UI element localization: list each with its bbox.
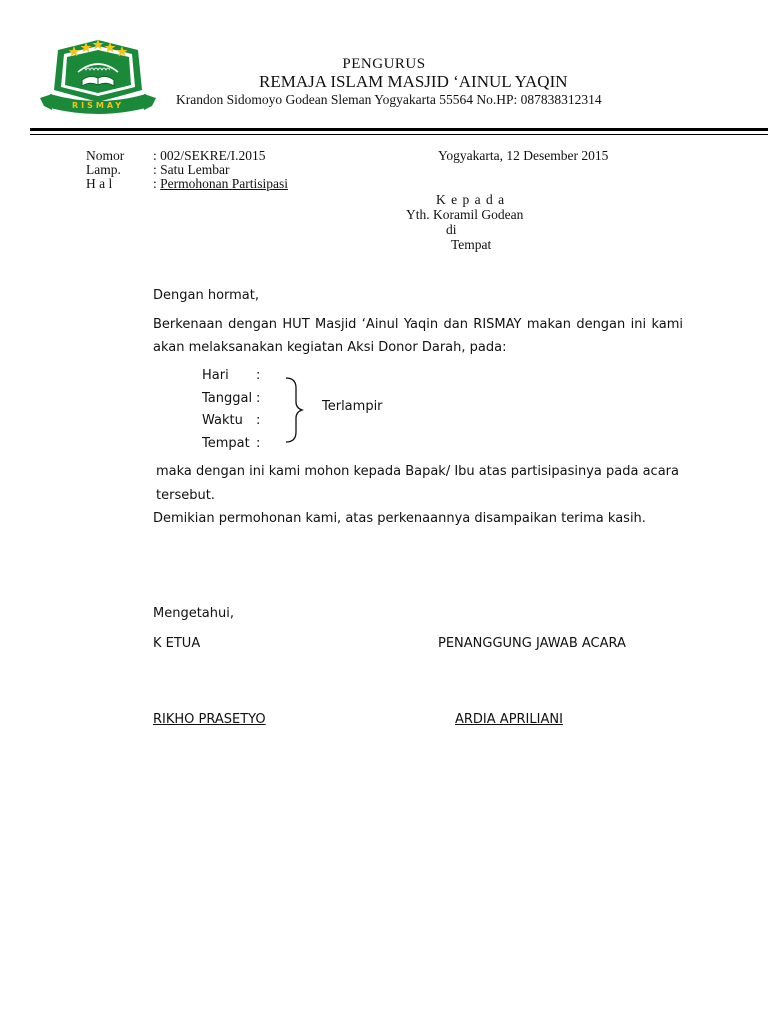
header-divider-thin [30, 134, 768, 135]
detail-tempat-label: Tempat [202, 436, 250, 451]
place-date: Yogyakarta, 12 Desember 2015 [438, 148, 609, 163]
hal-value-line [153, 176, 288, 192]
hal-label: H a l [86, 176, 113, 191]
hal-colon: : [153, 176, 161, 191]
greeting: Dengan hormat, [153, 288, 260, 303]
lamp-value: : Satu Lembar [153, 162, 230, 177]
org-heading: PENGURUS [342, 56, 426, 72]
paragraph-2-line-1: maka dengan ini kami mohon kepada Bapak/ Ibu atas partisipasinya pada acara [156, 464, 679, 479]
signature-right-name: ARDIA APRILIANI [455, 712, 563, 727]
rismay-logo [38, 36, 158, 116]
signature-left-name: RIKHO PRASETYO [153, 712, 266, 727]
org-name: REMAJA ISLAM MASJID ‘AINUL YAQIN [259, 72, 568, 91]
paragraph-1-line-2: akan melaksanakan kegiatan Aksi Donor Darah, pada: [153, 340, 507, 355]
detail-terlampir: Terlampir [322, 399, 383, 414]
curly-brace [282, 376, 312, 444]
svg-text:RISMAY: RISMAY [71, 101, 125, 110]
recipient-di: di [446, 222, 457, 237]
detail-tanggal-label: Tanggal [202, 391, 253, 406]
recipient-place: Tempat [451, 237, 492, 252]
signature-right-title: PENANGGUNG JAWAB ACARA [438, 636, 626, 651]
detail-tanggal-colon: : [256, 391, 261, 406]
hal-value: Permohonan Partisipasi [160, 176, 289, 191]
nomor-label: Nomor [86, 148, 125, 163]
detail-waktu-label: Waktu [202, 413, 243, 428]
signature-left-title: K ETUA [153, 636, 201, 651]
paragraph-1-line-1: Berkenaan dengan HUT Masjid ‘Ainul Yaqin dan RISMAY makan dengan ini kami [153, 317, 683, 332]
recipient-name: Yth. Koramil Godean [406, 207, 524, 222]
detail-hari-label: Hari [202, 368, 229, 383]
paragraph-2-line-2: tersebut. [156, 488, 215, 503]
detail-waktu-colon: : [256, 413, 261, 428]
detail-tempat-colon: : [256, 436, 261, 451]
org-address: Krandon Sidomoyo Godean Sleman Yogyakarta 55564 No.HP: 087838312314 [176, 92, 602, 107]
closing-sentence: Demikian permohonan kami, atas perkenaannya disampaikan terima kasih. [153, 511, 646, 526]
recipient-kepada: K e p a d a [436, 192, 506, 207]
header-divider-thick [30, 128, 768, 131]
nomor-value: : 002/SEKRE/I.2015 [153, 148, 266, 163]
lamp-label: Lamp. [86, 162, 121, 177]
detail-hari-colon: : [256, 368, 261, 383]
mengetahui: Mengetahui, [153, 606, 234, 621]
